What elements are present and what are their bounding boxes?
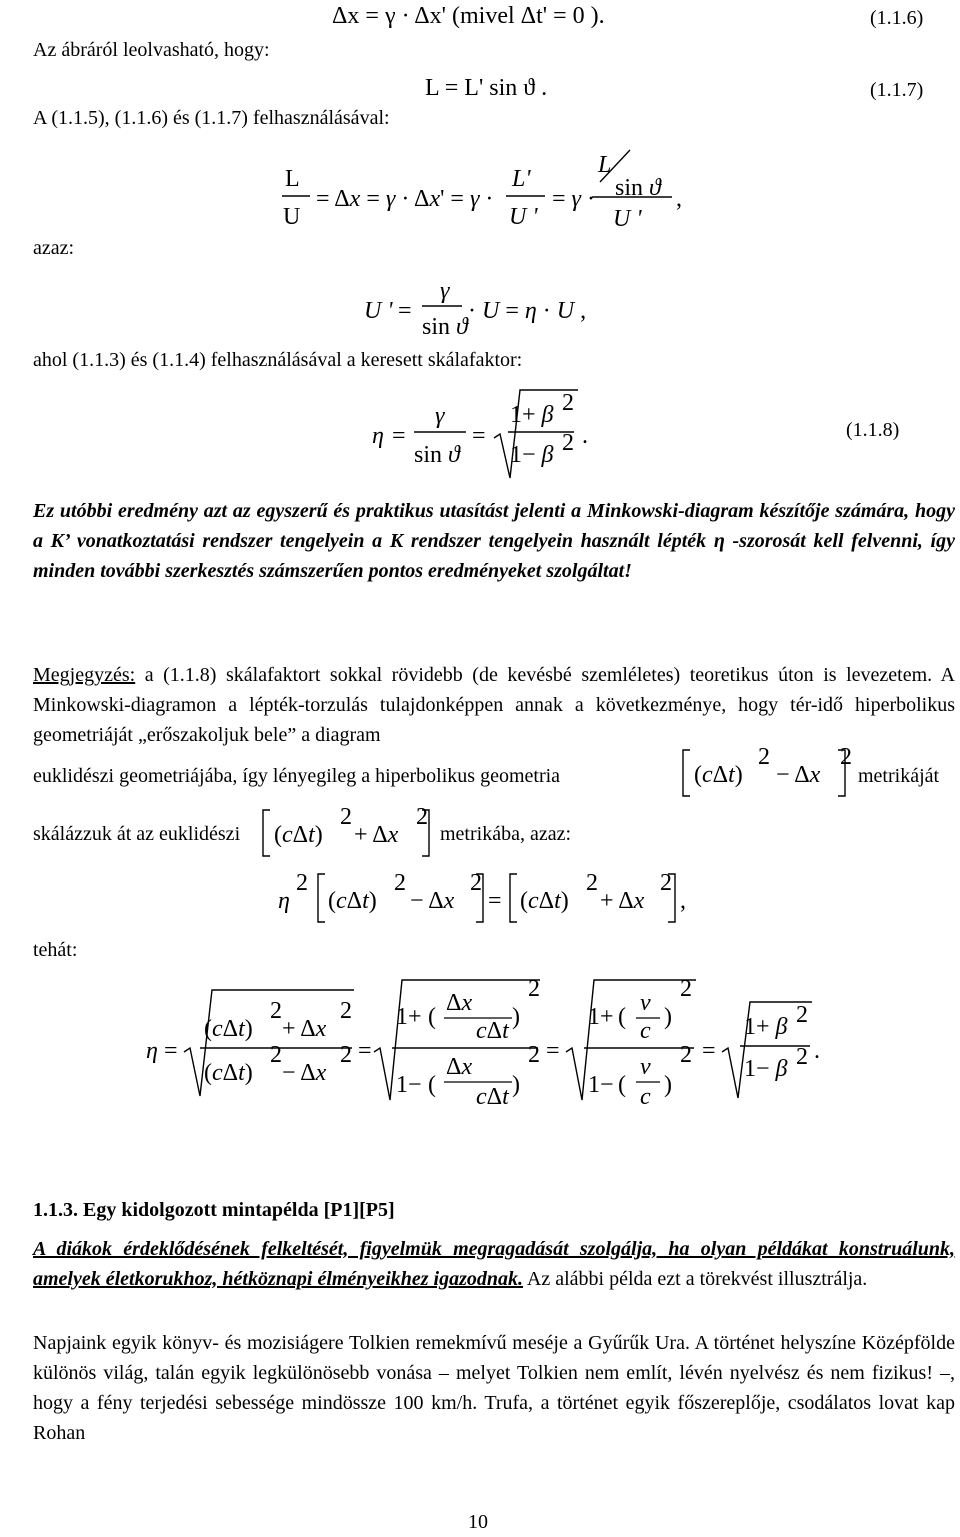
svg-text:2: 2 bbox=[340, 998, 352, 1024]
section-paragraph-1 bbox=[33, 1234, 955, 1294]
svg-text:,: , bbox=[680, 888, 686, 914]
svg-text:1−: 1− bbox=[396, 1072, 422, 1098]
svg-text:2: 2 bbox=[340, 1042, 352, 1068]
svg-text:2: 2 bbox=[528, 976, 540, 1002]
svg-text:sin ϑ: sin ϑ bbox=[615, 175, 661, 201]
section-paragraph-2: Napjaink egyik könyv- és mozisiágere Tolkien remekmívű meséje a Gyűrűk Ura. A történet helyszíne Középfölde különös világ, talán egyik legkülönösebb vonása – melyet Tolkien nem említ, lévén nyelvész és nem fizikus! –, hogy a fény terjedési sebessége mindössze 100 km/h. Trufa, a történet egyik főszereplője, csodálatos lovat kap Rohan bbox=[33, 1332, 955, 1444]
svg-text:2: 2 bbox=[586, 870, 598, 896]
svg-text:+ Δx: + Δx bbox=[282, 1016, 327, 1042]
svg-text:− Δx: − Δx bbox=[410, 888, 455, 914]
svg-text:2: 2 bbox=[340, 804, 352, 830]
equation-number-1-1-8: (1.1.8) bbox=[846, 419, 900, 441]
svg-text:1+ β: 1+ β bbox=[510, 402, 554, 428]
svg-text:(cΔt): (cΔt) bbox=[328, 888, 377, 914]
svg-text:2: 2 bbox=[562, 390, 574, 416]
text-metrikaba: metrikába, azaz: bbox=[440, 823, 572, 845]
svg-text:− Δx: − Δx bbox=[282, 1060, 327, 1086]
svg-text:(cΔt): (cΔt) bbox=[520, 888, 569, 914]
svg-text:2: 2 bbox=[840, 744, 852, 770]
svg-text:= γ ·: = γ · bbox=[552, 186, 596, 212]
svg-text:1−: 1− bbox=[588, 1072, 614, 1098]
svg-text:2: 2 bbox=[660, 870, 672, 896]
svg-text:cΔt: cΔt bbox=[476, 1018, 509, 1044]
svg-text:U ': U ' bbox=[613, 206, 642, 232]
svg-text:η: η bbox=[372, 423, 384, 449]
svg-text:,: , bbox=[676, 186, 682, 212]
svg-text:1− β: 1− β bbox=[744, 1056, 788, 1082]
svg-text:=: = bbox=[488, 888, 502, 914]
svg-text:2: 2 bbox=[528, 1042, 540, 1068]
text-label-azaz: azaz: bbox=[33, 237, 75, 259]
svg-text:γ: γ bbox=[440, 278, 450, 304]
svg-text:=: = bbox=[164, 1038, 178, 1064]
svg-text:(cΔt): (cΔt) bbox=[694, 762, 743, 788]
svg-text:c: c bbox=[640, 1018, 651, 1044]
svg-text:Δx: Δx bbox=[446, 990, 473, 1016]
page-number: 10 bbox=[468, 1511, 488, 1533]
svg-text:L: L bbox=[285, 166, 300, 192]
svg-text:(: ( bbox=[618, 1004, 626, 1030]
svg-text:2: 2 bbox=[270, 998, 282, 1024]
svg-text:2: 2 bbox=[562, 430, 574, 456]
svg-text:· U = η · U ,: · U = η · U , bbox=[468, 298, 587, 324]
svg-text:=: = bbox=[398, 298, 412, 324]
svg-text:=: = bbox=[392, 423, 406, 449]
svg-text:=: = bbox=[358, 1038, 372, 1064]
svg-text:sin ϑ: sin ϑ bbox=[422, 314, 468, 340]
svg-text:L': L' bbox=[512, 166, 531, 192]
text-label-tehat: tehát: bbox=[33, 939, 78, 961]
svg-text:1+ β: 1+ β bbox=[744, 1014, 788, 1040]
svg-text:U: U bbox=[283, 204, 301, 230]
equation-1-1-7: L = L' sin ϑ . bbox=[425, 75, 548, 101]
svg-text:η: η bbox=[278, 888, 290, 914]
svg-text:=: = bbox=[702, 1038, 716, 1064]
svg-text:2: 2 bbox=[680, 1042, 692, 1068]
note-text: a (1.1.8) skálafaktort sokkal rövidebb (de kevésbé szemléletes) teoretikus úton is levezetem. A Minkowski-diagramon a lépték-torzulás tulajdonképpen annak a következménye, hogy tér-idő hiperbolikus geometriáját „erőszakoljuk bele” a diagram bbox=[33, 664, 955, 746]
svg-text:U ': U ' bbox=[364, 298, 393, 324]
svg-text:2: 2 bbox=[394, 870, 406, 896]
text-line-ahol: ahol (1.1.3) és (1.1.4) felhasználásával a keresett skálafaktor: bbox=[33, 349, 523, 371]
text-line-figure: Az ábráról leolvasható, hogy: bbox=[33, 39, 270, 61]
section-heading: 1.1.3. Egy kidolgozott mintapélda [P1][P5] bbox=[33, 1199, 395, 1221]
svg-text:=: = bbox=[546, 1038, 560, 1064]
svg-text:=: = bbox=[472, 423, 486, 449]
bold-paragraph: Ez utóbbi eredmény azt az egyszerű és praktikus utasítást jelenti a Minkowski-diagram készítője számára, hogy a K’ vonatkoztatási rendszer tengelyein a K rendszer tengelyein használt lépték η -szorosát kell felvenni, így minden további szerkesztés számszerűen pontos eredményeket szolgáltat! bbox=[33, 500, 955, 582]
svg-text:): ) bbox=[664, 1072, 672, 1098]
svg-text:2: 2 bbox=[680, 976, 692, 1002]
svg-text:cΔt: cΔt bbox=[476, 1084, 509, 1110]
section-rest-text: Az alábbi példa ezt a törekvést illusztrálja. bbox=[523, 1268, 868, 1290]
equation-number-1-1-7: (1.1.7) bbox=[870, 79, 924, 101]
svg-text:2: 2 bbox=[470, 870, 482, 896]
svg-text:(cΔt): (cΔt) bbox=[204, 1016, 253, 1042]
svg-text:.: . bbox=[814, 1038, 820, 1064]
svg-text:2: 2 bbox=[296, 870, 308, 896]
svg-text:(: ( bbox=[428, 1004, 436, 1030]
text-line-skalazzuk: skálázzuk át az euklidészi bbox=[33, 823, 241, 845]
svg-text:(cΔt): (cΔt) bbox=[204, 1060, 253, 1086]
svg-text:2: 2 bbox=[758, 744, 770, 770]
note-label: Megjegyzés: bbox=[33, 664, 136, 686]
svg-text:1− β: 1− β bbox=[510, 442, 554, 468]
svg-text:+ Δx: + Δx bbox=[354, 822, 399, 848]
svg-text:(cΔt): (cΔt) bbox=[274, 822, 323, 848]
svg-text:v: v bbox=[640, 990, 651, 1016]
svg-text:− Δx: − Δx bbox=[776, 762, 821, 788]
svg-text:U ': U ' bbox=[509, 204, 538, 230]
svg-text:2: 2 bbox=[416, 804, 428, 830]
text-line-using: A (1.1.5), (1.1.6) és (1.1.7) felhasználásával: bbox=[33, 107, 390, 129]
svg-text:1+: 1+ bbox=[588, 1004, 614, 1030]
svg-text:(: ( bbox=[428, 1072, 436, 1098]
svg-text:2: 2 bbox=[270, 1042, 282, 1068]
text-metrikajat: metrikáját bbox=[858, 765, 940, 787]
svg-text:L: L bbox=[598, 152, 612, 178]
svg-text:= Δx = γ · Δx' = γ ·: = Δx = γ · Δx' = γ · bbox=[316, 186, 494, 212]
svg-text:(: ( bbox=[618, 1072, 626, 1098]
svg-text:2: 2 bbox=[796, 1044, 808, 1070]
svg-text:): ) bbox=[512, 1004, 520, 1030]
svg-text:.: . bbox=[582, 423, 588, 449]
svg-text:η: η bbox=[146, 1038, 158, 1064]
svg-text:γ: γ bbox=[435, 403, 445, 429]
svg-text:c: c bbox=[640, 1084, 651, 1110]
text-line-euklideszi: euklidészi geometriájába, így lényegileg a hiperbolikus geometria bbox=[33, 765, 561, 787]
svg-text:+ Δx: + Δx bbox=[600, 888, 645, 914]
section-bold-text: A diákok érdeklődésének felkeltését, figyelmük megragadását szolgálja, ha olyan példákat konstruálunk, amelyek életkorukhoz, hétköznapi élményeikhez igazodnak. bbox=[33, 1238, 955, 1290]
svg-text:2: 2 bbox=[796, 1002, 808, 1028]
svg-text:Δx: Δx bbox=[446, 1054, 473, 1080]
svg-text:): ) bbox=[664, 1004, 672, 1030]
svg-text:v: v bbox=[640, 1054, 651, 1080]
equation-number-1-1-6: (1.1.6) bbox=[870, 7, 924, 29]
svg-text:): ) bbox=[512, 1072, 520, 1098]
equation-1-1-6: Δx = γ · Δx' (mivel Δt' = 0 ). bbox=[332, 3, 605, 29]
svg-text:sin ϑ: sin ϑ bbox=[414, 442, 460, 468]
svg-text:1+: 1+ bbox=[396, 1004, 422, 1030]
